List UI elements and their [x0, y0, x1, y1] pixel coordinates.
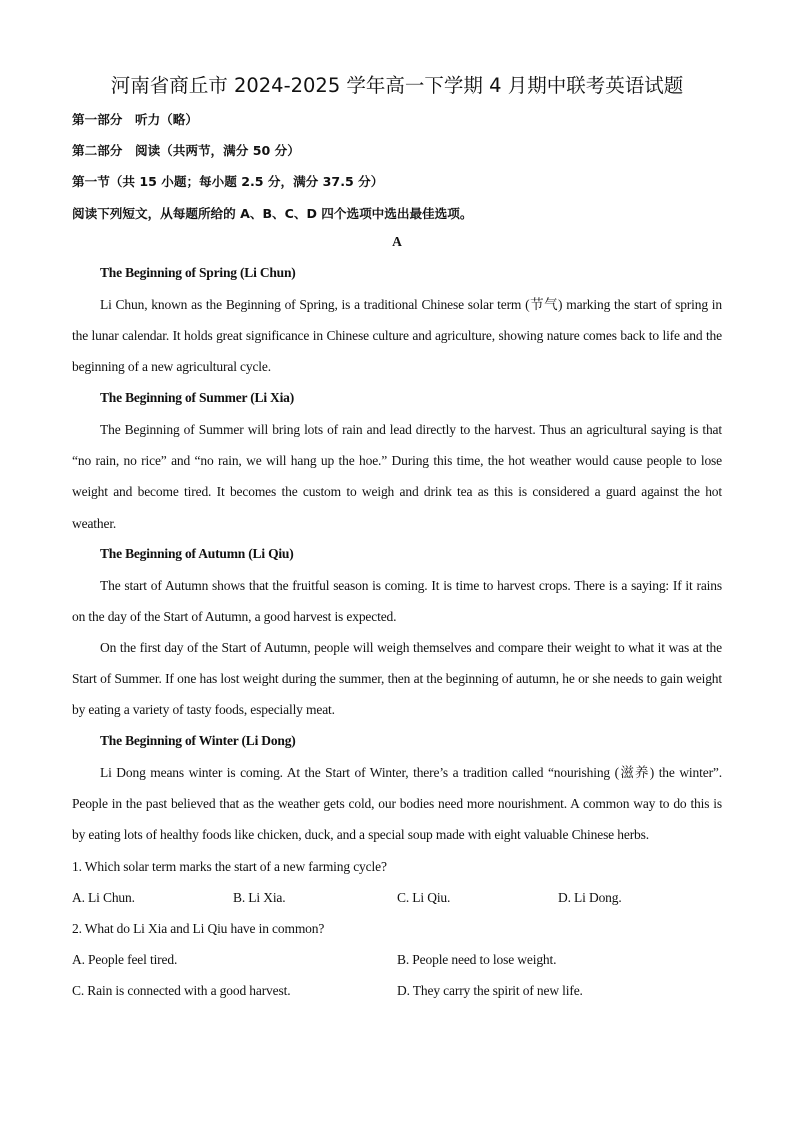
paragraph-autumn-1: The start of Autumn shows that the fruitful season is coming. It is time to harvest crops. There is a saying: If it rains on the day of the Start of Autumn, a good harvest is expected.: [72, 578, 722, 625]
question-2-option-c: C. Rain is connected with a good harvest.: [72, 983, 291, 998]
question-1-stem: 1. Which solar term marks the start of a new farming cycle?: [72, 859, 387, 874]
paragraph-summer: The Beginning of Summer will bring lots of rain and lead directly to the harvest. Thus an agricultural saying is that “no rain, no rice” and “no rain, we will hang up the hoe.” During this time, the hot weather would cause people to lose weight and become tired. It becomes the custom to weigh and drink tea as this is considered a guard against the hot weather.: [72, 422, 722, 531]
passage-label: A: [392, 234, 402, 249]
page-title: 河南省商丘市 2024-2025 学年高一下学期 4 月期中联考英语试题: [110, 74, 684, 97]
part2-heading: 第二部分 阅读（共两节，满分 50 分）: [72, 143, 300, 158]
question-2-option-d: D. They carry the spirit of new life.: [397, 983, 583, 998]
question-1-option-d: D. Li Dong.: [558, 890, 622, 905]
paragraph-spring: Li Chun, known as the Beginning of Spring, is a traditional Chinese solar term (节气) marking the start of spring in the lunar calendar. It holds great significance in Chinese culture and agriculture, showing nature comes back to life and the beginning of a new agricultural cycle.: [72, 297, 722, 375]
section-heading-winter: The Beginning of Winter (Li Dong): [100, 733, 296, 748]
paragraph-winter: Li Dong means winter is coming. At the Start of Winter, there’s a tradition called “nourishing (滋养) the winter”. People in the past believed that as the weather gets cold, our bodies need more nourishment. A common way to do this is by eating lots of healthy foods like chicken, duck, and a special soup made with eight valuable Chinese herbs.: [72, 765, 722, 843]
question-2-option-b: B. People need to lose weight.: [397, 952, 557, 967]
part1-heading: 第一部分 听力（略）: [72, 112, 198, 127]
instruction-text: 阅读下列短文，从每题所给的 A、B、C、D 四个选项中选出最佳选项。: [72, 206, 473, 221]
question-1-option-c: C. Li Qiu.: [397, 890, 451, 905]
section-heading-spring: The Beginning of Spring (Li Chun): [100, 265, 296, 280]
section-heading-summer: The Beginning of Summer (Li Xia): [100, 390, 294, 405]
question-1-option-b: B. Li Xia.: [233, 890, 286, 905]
question-2-option-a: A. People feel tired.: [72, 952, 178, 967]
question-2-stem: 2. What do Li Xia and Li Qiu have in common?: [72, 921, 325, 936]
paragraph-autumn-2: On the first day of the Start of Autumn, people will weigh themselves and compare their weight to what it was at the Start of Summer. If one has lost weight during the summer, then at the beginning of autumn, he or she needs to gain weight by eating a variety of tasty foods, especially meat.: [72, 640, 722, 718]
question-1-option-a: A. Li Chun.: [72, 890, 135, 905]
section1-heading: 第一节（共 15 小题；每小题 2.5 分，满分 37.5 分）: [72, 174, 384, 189]
section-heading-autumn: The Beginning of Autumn (Li Qiu): [100, 546, 294, 561]
